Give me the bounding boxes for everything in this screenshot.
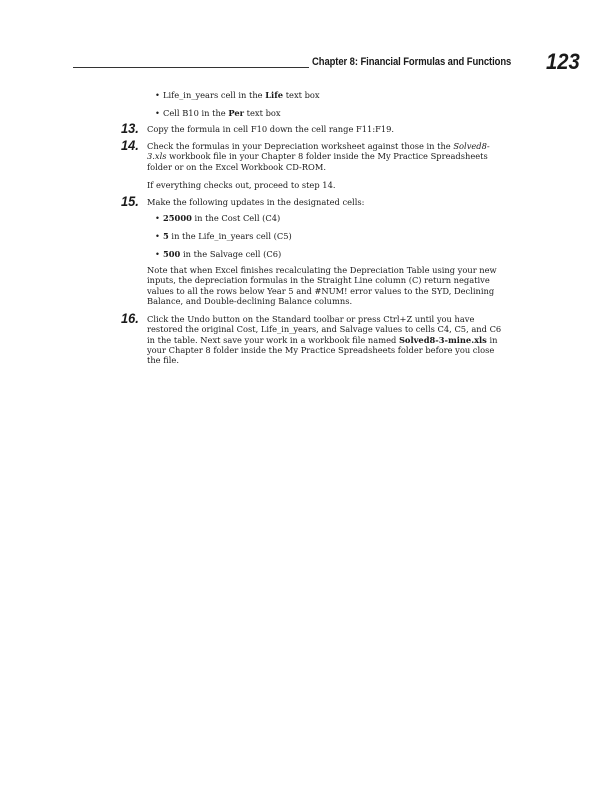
bullet-item: • Life_in_years cell in the Life text box xyxy=(155,90,320,100)
bullet-icon: • xyxy=(155,231,160,241)
bullet-icon: • xyxy=(155,249,160,259)
step-text: Make the following updates in the designated cells: xyxy=(147,197,365,207)
step-number: 15. xyxy=(121,194,139,209)
step-text: Click the Undo button on the Standard toolbar or press Ctrl+Z until you have restored the original Cost, Life_in_years, and Salvage values to cells C4, C5, and C6 in the table. Next save your work in a workbook file named Solved8-3-mine.xls in your Chapter 8 folder inside the My Practice Spreadsheets folder before you close the file. xyxy=(147,314,502,366)
page-number: 123 xyxy=(546,49,580,74)
bullet-item: • 500 in the Salvage cell (C6) xyxy=(155,249,282,259)
step-number: 16. xyxy=(121,311,139,326)
chapter-title: Chapter 8: Financial Formulas and Functions xyxy=(312,56,512,68)
bullet-item: • 5 in the Life_in_years cell (C5) xyxy=(155,231,292,241)
bullet-item: • 25000 in the Cost Cell (C4) xyxy=(155,213,281,223)
bullet-icon: • xyxy=(155,108,160,118)
bullet-icon: • xyxy=(155,90,160,100)
step-number: 13. xyxy=(121,121,139,136)
step-15-note: Note that when Excel finishes recalculating the Depreciation Table using your new inputs, the depreciation formulas in the Straight Line column (C) return negative values to all the rows below Year 5 and #NUM! error values to the SYD, Declining Balance, and Double-declining Balance columns. xyxy=(147,265,497,306)
step-number: 14. xyxy=(121,138,139,153)
step-text: Copy the formula in cell F10 down the cell range F11:F19. xyxy=(147,124,395,134)
bullet-item: • Cell B10 in the Per text box xyxy=(155,108,281,118)
step-text: Check the formulas in your Depreciation worksheet against those in the Solved8-3.xls workbook file in your Chapter 8 folder inside the My Practice Spreadsheets folder or on the Excel Workbook CD-ROM. xyxy=(147,141,490,172)
header-rule xyxy=(73,67,309,68)
step-14-note: If everything checks out, proceed to step 14. xyxy=(147,180,336,190)
bullet-icon: • xyxy=(155,213,160,223)
